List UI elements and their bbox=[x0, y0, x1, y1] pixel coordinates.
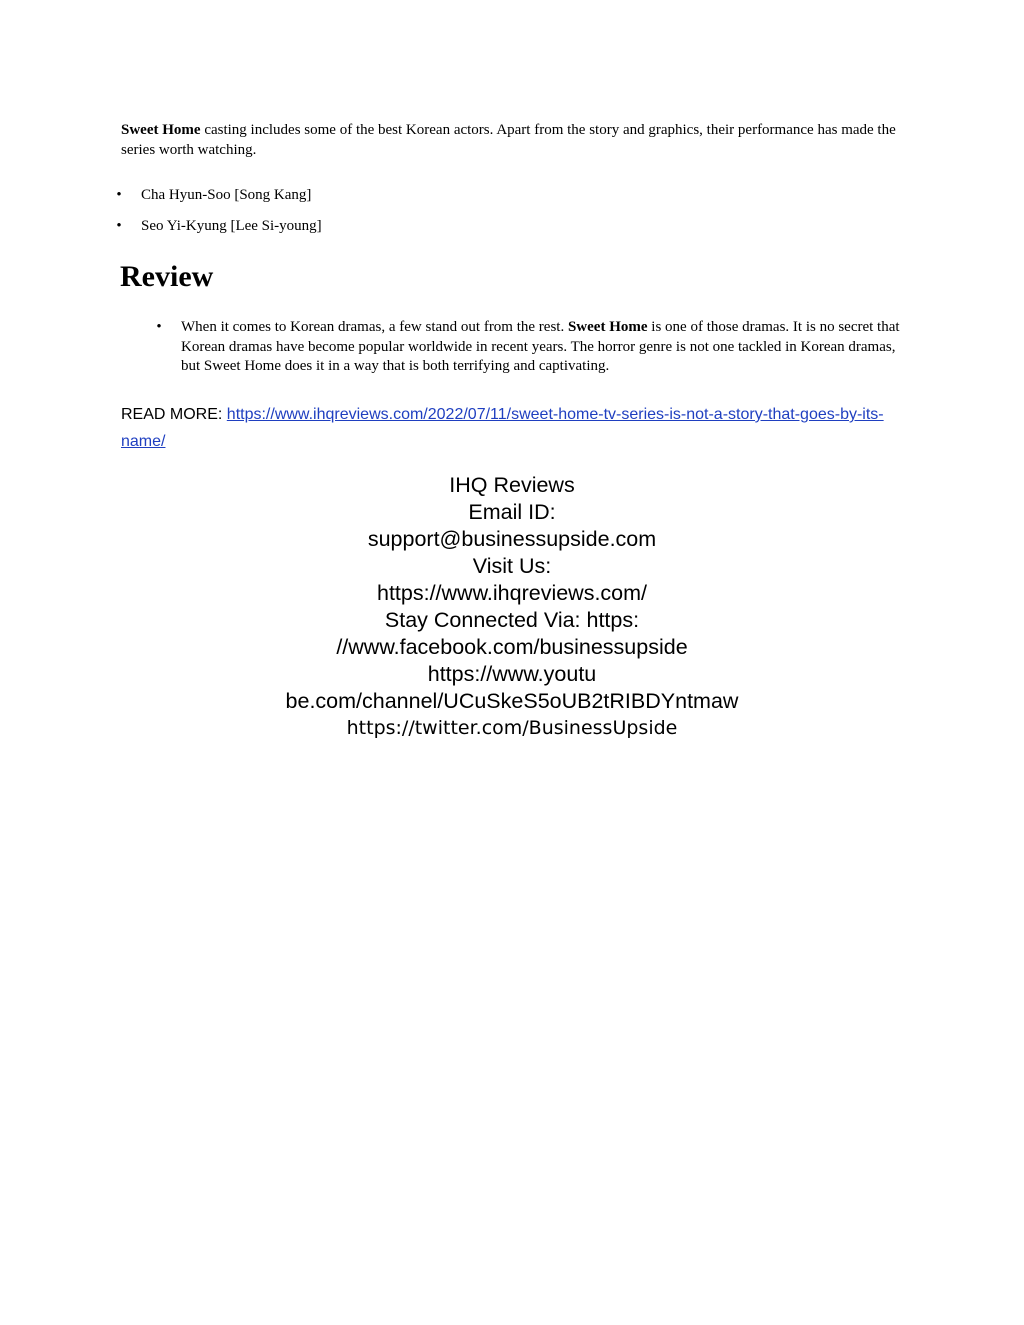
intro-text: casting includes some of the best Korean actors. Apart from the story and graphics, their performance has made the series worth watching. bbox=[121, 122, 896, 158]
review-heading: Review bbox=[120, 260, 214, 293]
review-text-after: is one of those dramas. It is no secret that Korean dramas have become popular worldwide in recent years. The horror genre is not one tackled in Korean dramas, but Sweet Home does it in a way that is both terrifying and captivating. bbox=[181, 319, 900, 374]
footer-visit-label: Visit Us: bbox=[472, 554, 552, 578]
cast-list bbox=[112, 185, 322, 247]
footer-brand: IHQ Reviews bbox=[449, 473, 575, 497]
read-more-label: READ MORE: bbox=[121, 406, 227, 423]
footer-email-label: Email ID: bbox=[468, 500, 556, 524]
cast-member-2: Seo Yi-Kyung [Lee Si-young] bbox=[141, 218, 322, 234]
contact-footer bbox=[212, 472, 812, 742]
review-list bbox=[152, 318, 912, 377]
footer-facebook-link[interactable]: //www.facebook.com/businessupside bbox=[336, 635, 688, 659]
footer-email[interactable]: support@businessupside.com bbox=[367, 527, 657, 551]
footer-website-link[interactable]: https://www.ihqreviews.com/ bbox=[376, 581, 648, 605]
cast-member-1: Cha Hyun-Soo [Song Kang] bbox=[141, 187, 312, 203]
review-bold-title: Sweet Home bbox=[567, 319, 648, 335]
footer-youtube-link-part1[interactable]: https://www.youtu bbox=[427, 662, 597, 686]
cast-list-item bbox=[112, 185, 322, 205]
bullet-icon: • bbox=[156, 319, 162, 335]
intro-bold-title: Sweet Home bbox=[121, 122, 201, 138]
bullet-icon: • bbox=[116, 187, 122, 203]
footer-stay-connected: Stay Connected Via: https: bbox=[384, 608, 640, 632]
footer-twitter-link[interactable]: https://twitter.com/BusinessUpside bbox=[346, 717, 678, 739]
review-list-item bbox=[152, 318, 912, 377]
intro-paragraph bbox=[121, 120, 906, 160]
footer-youtube-link-part2[interactable]: be.com/channel/UCuSkeS5oUB2tRIBDYntmaw bbox=[285, 689, 739, 713]
bullet-icon: • bbox=[116, 218, 122, 234]
read-more-link[interactable]: https://www.ihqreviews.com/2022/07/11/sweet-home-tv-series-is-not-a-story-that-goes-by-its-name/ bbox=[121, 406, 884, 450]
review-text-before: When it comes to Korean dramas, a few stand out from the rest. bbox=[181, 319, 568, 335]
read-more bbox=[121, 401, 911, 455]
cast-list-item bbox=[112, 216, 322, 236]
